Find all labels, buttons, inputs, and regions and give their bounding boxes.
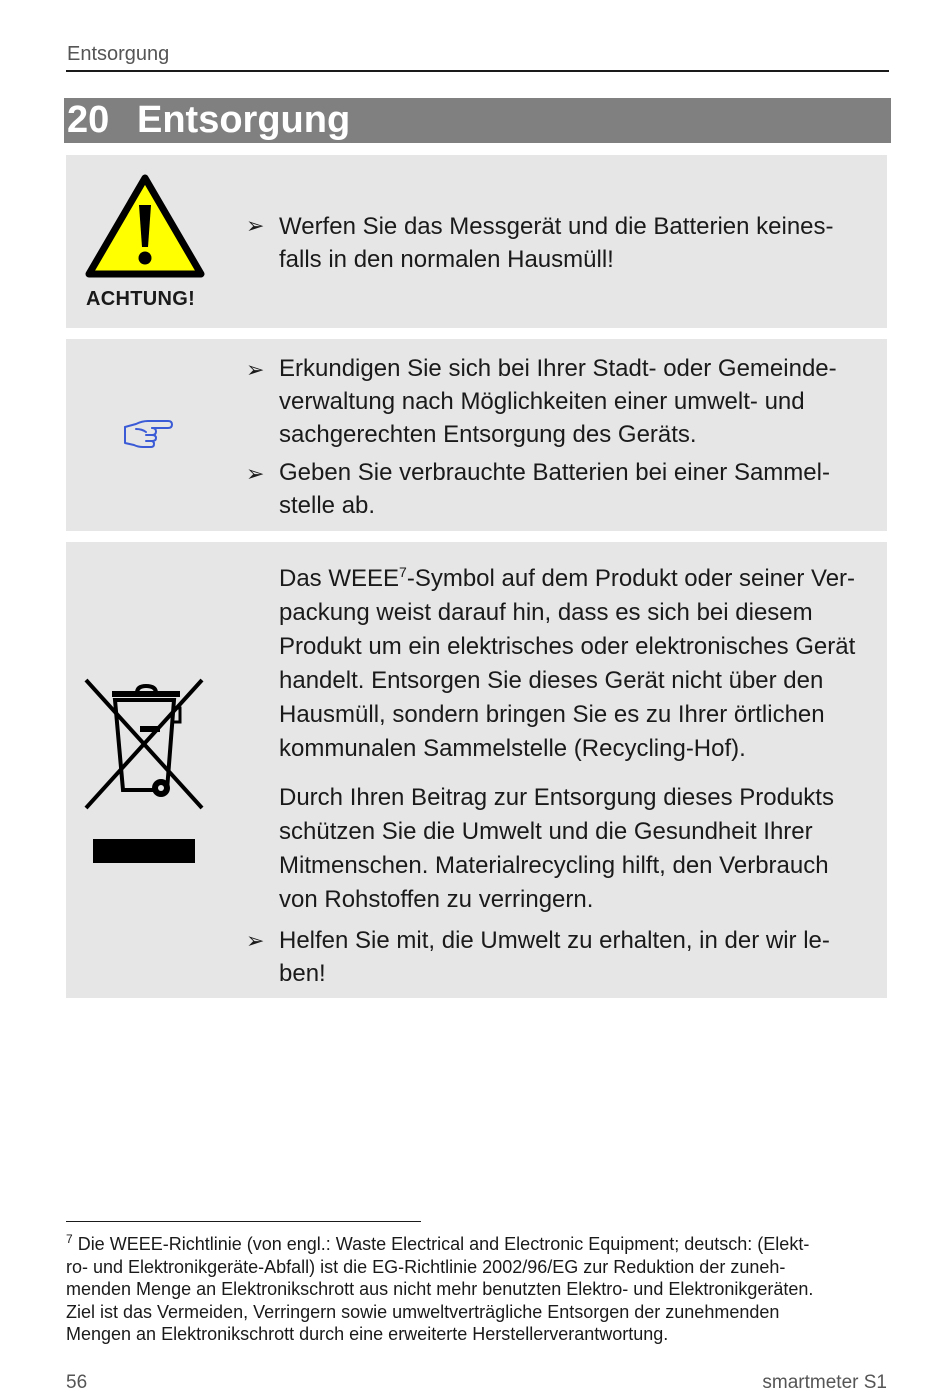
footnote-line: menden Menge an Elektronikschrott aus nicht mehr benutzten Elektro- und Elektronikgeräten.: [66, 1279, 814, 1299]
chapter-title: Entsorgung: [137, 99, 351, 141]
footnote: [66, 1233, 890, 1346]
text-fragment: -Symbol auf dem Produkt oder seiner Ver-: [406, 565, 856, 592]
page-number: 56: [66, 1372, 88, 1393]
warning-box: [66, 155, 887, 328]
bullet-icon: ➢: [246, 928, 265, 953]
text-line: Mitmenschen. Materialrecycling hilft, den Verbrauch: [279, 852, 829, 879]
text-line: verwaltung nach Möglichkeiten einer umwelt- und: [279, 388, 805, 415]
text-line: [279, 562, 899, 596]
text-line: Erkundigen Sie sich bei Ihrer Stadt- oder Gemeinde-: [279, 355, 837, 382]
pointing-hand-icon: [122, 417, 174, 454]
text-line: kommunalen Sammelstelle (Recycling-Hof).: [279, 735, 746, 762]
crossed-out-wheelie-bin-icon: [82, 676, 208, 819]
footnote-line: ro- und Elektronikgeräte-Abfall) ist die EG-Richtlinie 2002/96/EG zur Reduktion der zuneh-: [66, 1256, 786, 1277]
warning-triangle-icon: [84, 173, 206, 284]
weee-bar: [93, 839, 195, 863]
hint-box: [66, 339, 887, 531]
header-rule: [66, 70, 889, 72]
text-line: von Rohstoffen zu verringern.: [279, 886, 594, 913]
bullet-icon: ➢: [246, 213, 265, 238]
text-line: Werfen Sie das Messgerät und die Batterien keines-: [279, 213, 834, 240]
weee-paragraph-1: [279, 562, 899, 766]
text-line: schützen Sie die Umwelt und die Gesundheit Ihrer: [279, 818, 813, 845]
text-fragment: Das WEEE: [279, 565, 400, 592]
text-line: ben!: [279, 960, 326, 987]
text-line: Hausmüll, sondern bringen Sie es zu Ihrer örtlichen: [279, 701, 825, 728]
footnote-rule: [66, 1221, 421, 1222]
text-line: stelle ab.: [279, 492, 376, 519]
bullet-icon: ➢: [246, 357, 265, 382]
text-line: falls in den normalen Hausmüll!: [279, 246, 614, 273]
weee-paragraph-2: [279, 781, 899, 917]
text-line: handelt. Entsorgen Sie dieses Gerät nicht über den: [279, 667, 824, 694]
bullet-icon: ➢: [246, 461, 265, 486]
hint-text-1: [279, 352, 879, 451]
footnote-text: Die WEEE-Richtlinie (von engl.: Waste Electrical and Electronic Equipment; deutsch: (Elekt-: [72, 1234, 810, 1254]
text-line: Helfen Sie mit, die Umwelt zu erhalten, in der wir le-: [279, 927, 830, 954]
text-line: Durch Ihren Beitrag zur Entsorgung dieses Produkts: [279, 784, 834, 811]
running-header: Entsorgung: [67, 43, 170, 65]
text-line: packung weist darauf hin, dass es sich bei diesem: [279, 599, 813, 626]
text-line: Geben Sie verbrauchte Batterien bei einer Sammel-: [279, 459, 830, 486]
weee-bullet-text: [279, 924, 879, 990]
footnote-line: Mengen an Elektronikschrott durch eine erweiterte Herstellerverantwortung.: [66, 1324, 669, 1344]
warning-label: ACHTUNG!: [86, 288, 196, 310]
text-line: sachgerechten Entsorgung des Geräts.: [279, 421, 697, 448]
footnote-ref: 7: [399, 564, 407, 580]
footnote-line: Ziel ist das Vermeiden, Verringern sowie umweltverträgliche Entsorgen der zunehmenden: [66, 1301, 780, 1322]
warning-text: [279, 210, 879, 276]
chapter-heading: [64, 98, 891, 143]
weee-box: [66, 542, 887, 998]
chapter-number: 20: [67, 99, 110, 141]
footnote-marker: 7: [66, 1232, 73, 1246]
footnote-line: [66, 1233, 890, 1256]
hint-text-2: [279, 456, 879, 522]
text-line: Produkt um ein elektrisches oder elektronisches Gerät: [279, 633, 856, 660]
product-name: smartmeter S1: [762, 1372, 887, 1393]
